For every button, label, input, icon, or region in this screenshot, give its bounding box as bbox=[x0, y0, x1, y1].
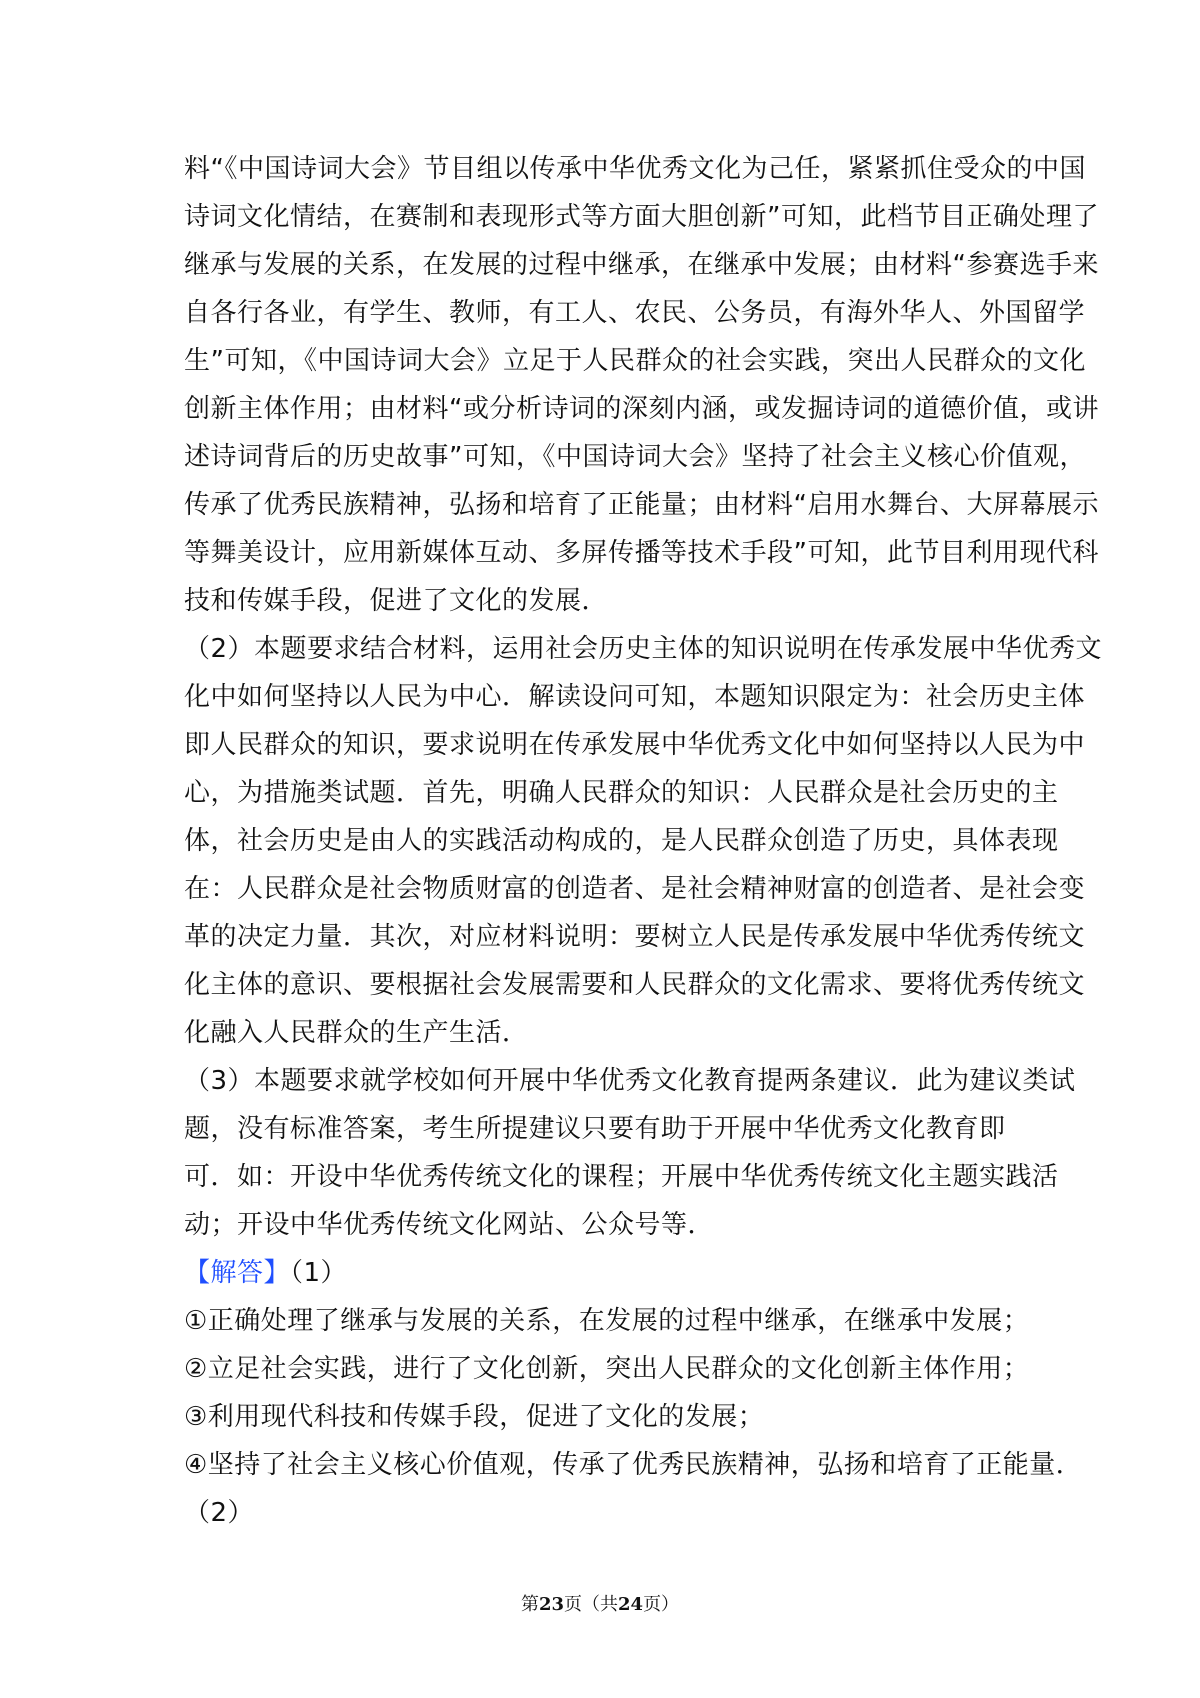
answer-line: ②立足社会实践，进行了文化创新，突出人民群众的文化创新主体作用； bbox=[184, 1354, 1030, 1384]
text-line: 动；开设中华优秀传统文化网站、公众号等． bbox=[184, 1210, 715, 1240]
answer-tag: （1） bbox=[290, 1258, 348, 1288]
answer-label: 【解答】 bbox=[184, 1258, 291, 1288]
answer-line: ③利用现代科技和传媒手段，促进了文化的发展； bbox=[184, 1402, 765, 1432]
text-line: 革的决定力量．其次，对应材料说明：要树立人民是传承发展中华优秀传统文 bbox=[184, 922, 1086, 952]
text-line: 即人民群众的知识，要求说明在传承发展中华优秀文化中如何坚持以人民为中 bbox=[184, 730, 1086, 760]
text-line: 技和传媒手段，促进了文化的发展． bbox=[184, 586, 609, 616]
footer-page-number: 23 bbox=[538, 1594, 564, 1615]
text-line: 生”可知，《中国诗词大会》立足于人民群众的社会实践，突出人民群众的文化 bbox=[184, 346, 1086, 376]
text-line: 等舞美设计，应用新媒体互动、多屏传播等技术手段”可知，此节目利用现代科 bbox=[184, 538, 1099, 568]
text-line: （2）本题要求结合材料，运用社会历史主体的知识说明在传承发展中华优秀文 bbox=[184, 634, 1103, 664]
text-line: 继承与发展的关系，在发展的过程中继承，在继承中发展；由材料“参赛选手来 bbox=[184, 250, 1099, 280]
text-line: 创新主体作用；由材料“或分析诗词的深刻内涵，或发掘诗词的道德价值，或讲 bbox=[184, 394, 1099, 424]
answer-section bbox=[184, 1249, 1083, 1537]
text-line: 题，没有标准答案，考生所提建议只要有助于开展中华优秀文化教育即 bbox=[184, 1114, 1006, 1144]
text-line: 传承了优秀民族精神，弘扬和培育了正能量；由材料“启用水舞台、大屏幕展示 bbox=[184, 490, 1099, 520]
page-footer bbox=[0, 1590, 1200, 1616]
text-line: （3）本题要求就学校如何开展中华优秀文化教育提两条建议．此为建议类试 bbox=[184, 1066, 1076, 1096]
text-line: 自各行各业，有学生、教师，有工人、农民、公务员，有海外华人、外国留学 bbox=[184, 298, 1086, 328]
text-line: 化中如何坚持以人民为中心．解读设问可知，本题知识限定为：社会历史主体 bbox=[184, 682, 1086, 712]
text-line: 可．如：开设中华优秀传统文化的课程；开展中华优秀传统文化主题实践活 bbox=[184, 1162, 1059, 1192]
text-line: 体，社会历史是由人的实践活动构成的，是人民群众创造了历史，具体表现 bbox=[184, 826, 1059, 856]
text-line: 料“《中国诗词大会》节目组以传承中华优秀文化为己任，紧紧抓住受众的中国 bbox=[184, 154, 1086, 184]
text-line: 化主体的意识、要根据社会发展需要和人民群众的文化需求、要将优秀传统文 bbox=[184, 970, 1086, 1000]
answer-line: ①正确处理了继承与发展的关系，在发展的过程中继承，在继承中发展； bbox=[184, 1306, 1030, 1336]
analysis-text bbox=[184, 145, 1103, 1249]
text-line: 心，为措施类试题．首先，明确人民群众的知识：人民群众是社会历史的主 bbox=[184, 778, 1059, 808]
text-line: 在：人民群众是社会物质财富的创造者、是社会精神财富的创造者、是社会变 bbox=[184, 874, 1086, 904]
footer-total-pages: 24 bbox=[618, 1594, 644, 1615]
footer-suffix: 页） bbox=[643, 1594, 680, 1615]
answer-heading bbox=[184, 1249, 1024, 1297]
footer-prefix: 第 bbox=[520, 1594, 539, 1615]
document-body bbox=[184, 145, 1103, 1537]
answer-line: （2） bbox=[184, 1498, 255, 1528]
answer-line: ④坚持了社会主义核心价值观，传承了优秀民族精神，弘扬和培育了正能量． bbox=[184, 1450, 1083, 1480]
footer-middle: 页（共 bbox=[564, 1594, 618, 1615]
text-line: 述诗词背后的历史故事”可知，《中国诗词大会》坚持了社会主义核心价值观， bbox=[184, 442, 1086, 472]
text-line: 化融入人民群众的生产生活． bbox=[184, 1018, 529, 1048]
text-line: 诗词文化情结，在赛制和表现形式等方面大胆创新”可知，此档节目正确处理了 bbox=[184, 202, 1099, 232]
